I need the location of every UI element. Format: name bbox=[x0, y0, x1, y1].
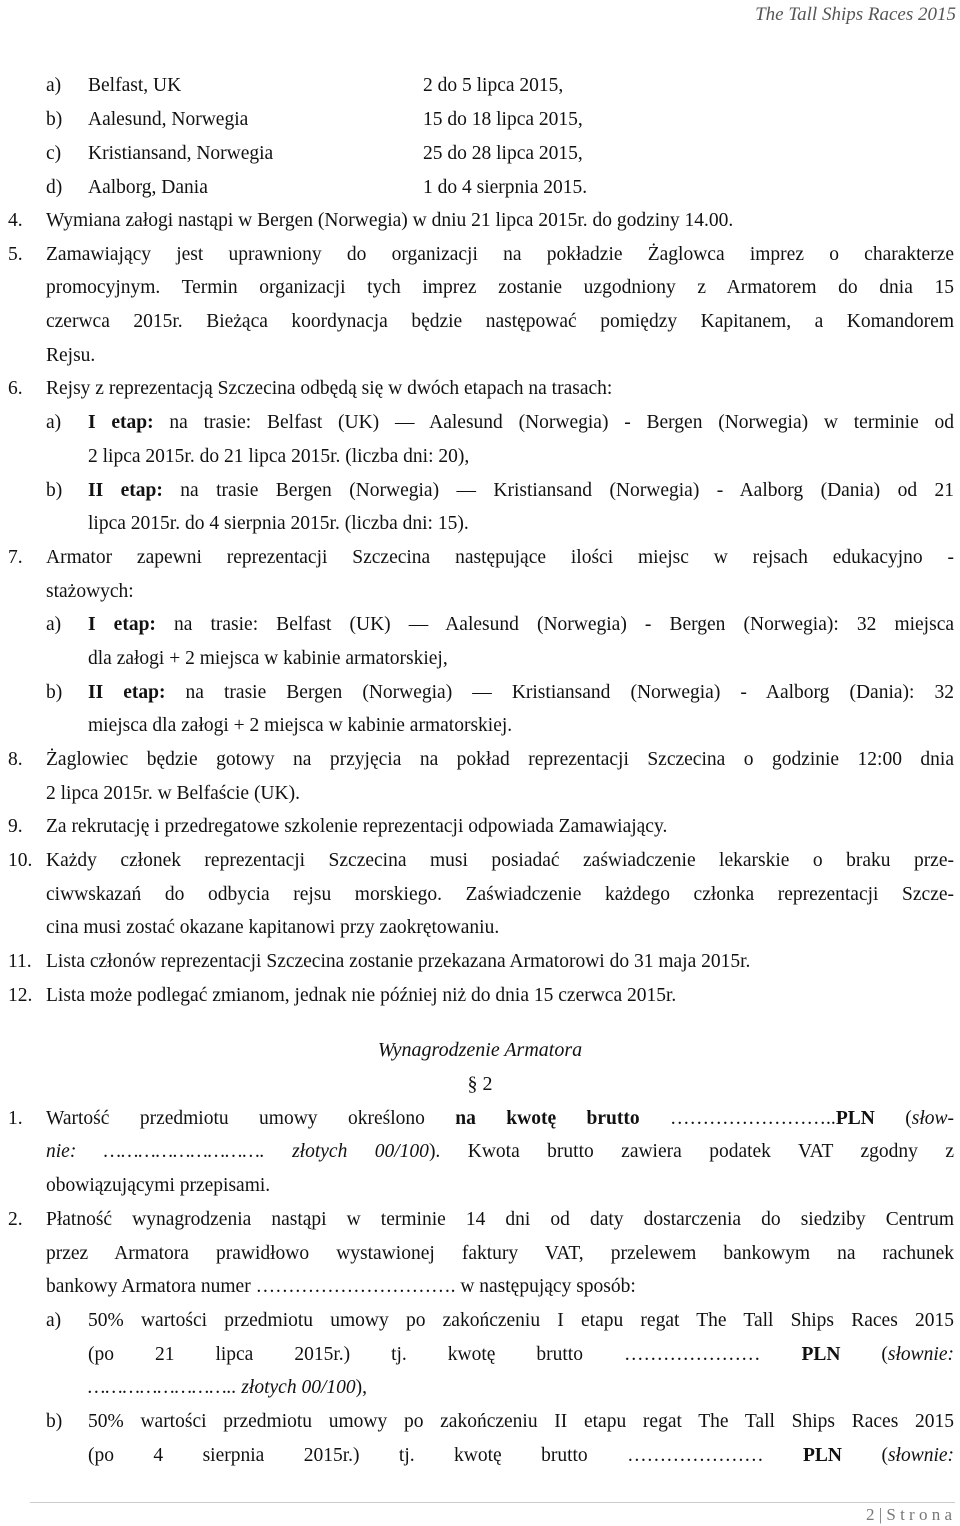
text-run: (po 21 lipca 2015r.) tj. kwotę brutto ………………… bbox=[88, 1344, 761, 1365]
sub-label: b) bbox=[46, 682, 63, 703]
sub-label: b) bbox=[46, 480, 63, 501]
port-label: c) bbox=[46, 143, 62, 164]
text-run: Wartość przedmiotu umowy określono bbox=[46, 1108, 456, 1129]
port-place: Aalesund, Norwegia bbox=[88, 109, 249, 130]
item-number: 8. bbox=[8, 749, 23, 770]
text-run: ). Kwota brutto zawiera podatek VAT zgodny z bbox=[428, 1141, 954, 1162]
paragraph-line bbox=[88, 681, 954, 705]
paragraph-line: cina musi zostać okazane kapitanowi przy zaokrętowaniu. bbox=[46, 917, 500, 938]
stage-route: na trasie: Belfast (UK) — Aalesund (Norwegia) - Bergen (Norwegia): 32 miejsca bbox=[173, 614, 954, 635]
port-place: Kristiansand, Norwegia bbox=[88, 143, 274, 164]
item-number: 9. bbox=[8, 816, 23, 837]
page-footer bbox=[866, 1505, 952, 1525]
port-label: a) bbox=[46, 75, 62, 96]
footer-separator: | bbox=[874, 1505, 887, 1524]
item-number: 10. bbox=[8, 850, 33, 871]
stage-label: II etap: bbox=[88, 480, 163, 501]
text-run: (po 4 sierpnia 2015r.) tj. kwotę brutto ………………… bbox=[88, 1445, 764, 1466]
paragraph-line: dla załogi + 2 miejsca w kabinie armatorskiej, bbox=[88, 648, 448, 669]
stage-label: II etap: bbox=[88, 682, 166, 703]
section-title: Wynagrodzenie Armatora bbox=[377, 1039, 583, 1061]
paragraph-line: Każdy członek reprezentacji Szczecina musi posiadać zaświadczenie lekarskie o braku prze- bbox=[46, 850, 954, 871]
paragraph-line: Armator zapewni reprezentacji Szczecina następujące ilości miejsc w rejsach edukacyjno - bbox=[46, 547, 954, 568]
text-run: słownie: bbox=[887, 1344, 955, 1365]
port-dates: 2 do 5 lipca 2015, bbox=[423, 75, 564, 96]
paragraph-line: Za rekrutację i przedregatowe szkolenie reprezentacji odpowiada Zamawiający. bbox=[46, 816, 668, 837]
port-dates: 1 do 4 sierpnia 2015. bbox=[423, 177, 588, 198]
port-dates: 15 do 18 lipca 2015, bbox=[423, 109, 583, 130]
paragraph-line bbox=[46, 1140, 954, 1164]
paragraph-line: lipca 2015r. do 4 sierpnia 2015r. (liczba dni: 15). bbox=[88, 513, 469, 534]
sub-label: a) bbox=[46, 1310, 62, 1331]
paragraph-line: Wymiana załogi nastąpi w Bergen (Norwegia) w dniu 21 lipca 2015r. do godziny 14.00. bbox=[46, 210, 734, 231]
stage-route: na trasie: Belfast (UK) — Aalesund (Norwegia) - Bergen (Norwegia) w terminie od bbox=[169, 412, 955, 433]
port-place: Aalborg, Dania bbox=[88, 177, 208, 198]
paragraph-line: 2 lipca 2015r. do 21 lipca 2015r. (liczba dni: 20), bbox=[88, 446, 470, 467]
paragraph-line: czerwca 2015r. Bieżąca koordynacja będzie następować pomiędzy Kapitanem, a Komandorem bbox=[46, 311, 954, 332]
text-run: …………………….. złotych 00/100 bbox=[88, 1377, 356, 1398]
text-run: PLN bbox=[835, 1108, 875, 1129]
paragraph-line: 50% wartości przedmiotu umowy po zakończeniu I etapu regat The Tall Ships Races 2015 bbox=[88, 1310, 954, 1331]
paragraph-line bbox=[88, 613, 954, 637]
paragraph-line: przez Armatora prawidłowo wystawionej faktury VAT, przelewem bankowym na rachunek bbox=[46, 1243, 954, 1264]
text-run: ( bbox=[881, 1344, 888, 1365]
paragraph-line: Zamawiający jest uprawniony do organizacji na pokładzie Żaglowca imprez o charakterze bbox=[46, 244, 954, 265]
footer-divider bbox=[30, 1502, 955, 1503]
section-sign: § 2 bbox=[467, 1073, 493, 1095]
text-run: PLN bbox=[803, 1445, 843, 1466]
stage-label: I etap: bbox=[88, 412, 154, 433]
paragraph-line: Rejsu. bbox=[46, 345, 96, 366]
text-run: ), bbox=[355, 1377, 367, 1398]
item-number: 1. bbox=[8, 1108, 23, 1129]
port-label: d) bbox=[46, 177, 63, 198]
text-run: ( bbox=[874, 1108, 912, 1129]
paragraph-line: bankowy Armatora numer …………………………. w następujący sposób: bbox=[46, 1276, 636, 1297]
stage-label: I etap: bbox=[88, 614, 156, 635]
item-number: 2. bbox=[8, 1209, 23, 1230]
text-run: na kwotę brutto bbox=[455, 1108, 640, 1129]
header-title: The Tall Ships Races 2015 bbox=[755, 4, 956, 25]
paragraph-line: 2 lipca 2015r. w Belfaście (UK). bbox=[46, 783, 300, 804]
paragraph-line: Rejsy z reprezentacją Szczecina odbędą się w dwóch etapach na trasach: bbox=[46, 378, 613, 399]
paragraph-line bbox=[88, 1343, 954, 1367]
paragraph-line bbox=[88, 1376, 367, 1400]
sub-label: a) bbox=[46, 412, 62, 433]
paragraph-line: Żaglowiec będzie gotowy na przyjęcia na pokład reprezentacji Szczecina o godzinie 12:00 dnia bbox=[46, 749, 954, 770]
port-dates: 25 do 28 lipca 2015, bbox=[423, 143, 583, 164]
port-place: Belfast, UK bbox=[88, 75, 182, 96]
item-number: 7. bbox=[8, 547, 23, 568]
paragraph-line: miejsca dla załogi + 2 miejsca w kabinie armatorskiej. bbox=[88, 715, 513, 736]
paragraph-line: Lista członów reprezentacji Szczecina zostanie przekazana Armatorowi do 31 maja 2015r. bbox=[46, 951, 751, 972]
text-run: słownie: bbox=[887, 1445, 955, 1466]
paragraph-line bbox=[46, 1107, 954, 1131]
paragraph-line: promocyjnym. Termin organizacji tych imprez zostanie uzgodniony z Armatorem do dnia 15 bbox=[46, 277, 954, 298]
text-run: PLN bbox=[801, 1344, 841, 1365]
text-run: ( bbox=[881, 1445, 888, 1466]
item-number: 11. bbox=[8, 951, 32, 972]
page-number: 2 bbox=[865, 1505, 875, 1524]
text-run: …………………….. bbox=[639, 1108, 836, 1129]
item-number: 12. bbox=[8, 985, 33, 1006]
sub-label: b) bbox=[46, 1411, 63, 1432]
item-number: 5. bbox=[8, 244, 23, 265]
paragraph-line: 50% wartości przedmiotu umowy po zakończeniu II etapu regat The Tall Ships Races 2015 bbox=[88, 1411, 954, 1432]
footer-label: S t r o n a bbox=[886, 1505, 952, 1524]
paragraph-line: Płatność wynagrodzenia nastąpi w terminie 14 dni od daty dostarczenia do siedziby Centrum bbox=[46, 1209, 954, 1230]
text-run: słow- bbox=[911, 1108, 954, 1129]
stage-route: na trasie Bergen (Norwegia) — Kristiansand (Norwegia) - Aalborg (Dania) od 21 bbox=[180, 480, 954, 501]
sub-label: a) bbox=[46, 614, 62, 635]
paragraph-line: stażowych: bbox=[46, 581, 134, 602]
paragraph-line bbox=[88, 411, 954, 435]
paragraph-line: Lista może podlegać zmianom, jednak nie później niż do dnia 15 czerwca 2015r. bbox=[46, 985, 677, 1006]
paragraph-line bbox=[88, 1444, 954, 1468]
stage-route: na trasie Bergen (Norwegia) — Kristiansand (Norwegia) - Aalborg (Dania): 32 bbox=[185, 682, 954, 703]
text-run: nie: ………………………. złotych 00/100 bbox=[46, 1141, 429, 1162]
item-number: 6. bbox=[8, 378, 23, 399]
paragraph-line bbox=[88, 479, 954, 503]
paragraph-line: obowiązującymi przepisami. bbox=[46, 1175, 271, 1196]
port-label: b) bbox=[46, 109, 63, 130]
item-number: 4. bbox=[8, 210, 23, 231]
paragraph-line: ciwwskazań do odbycia rejsu morskiego. Zaświadczenie każdego członka reprezentacji Szcze- bbox=[46, 884, 954, 905]
